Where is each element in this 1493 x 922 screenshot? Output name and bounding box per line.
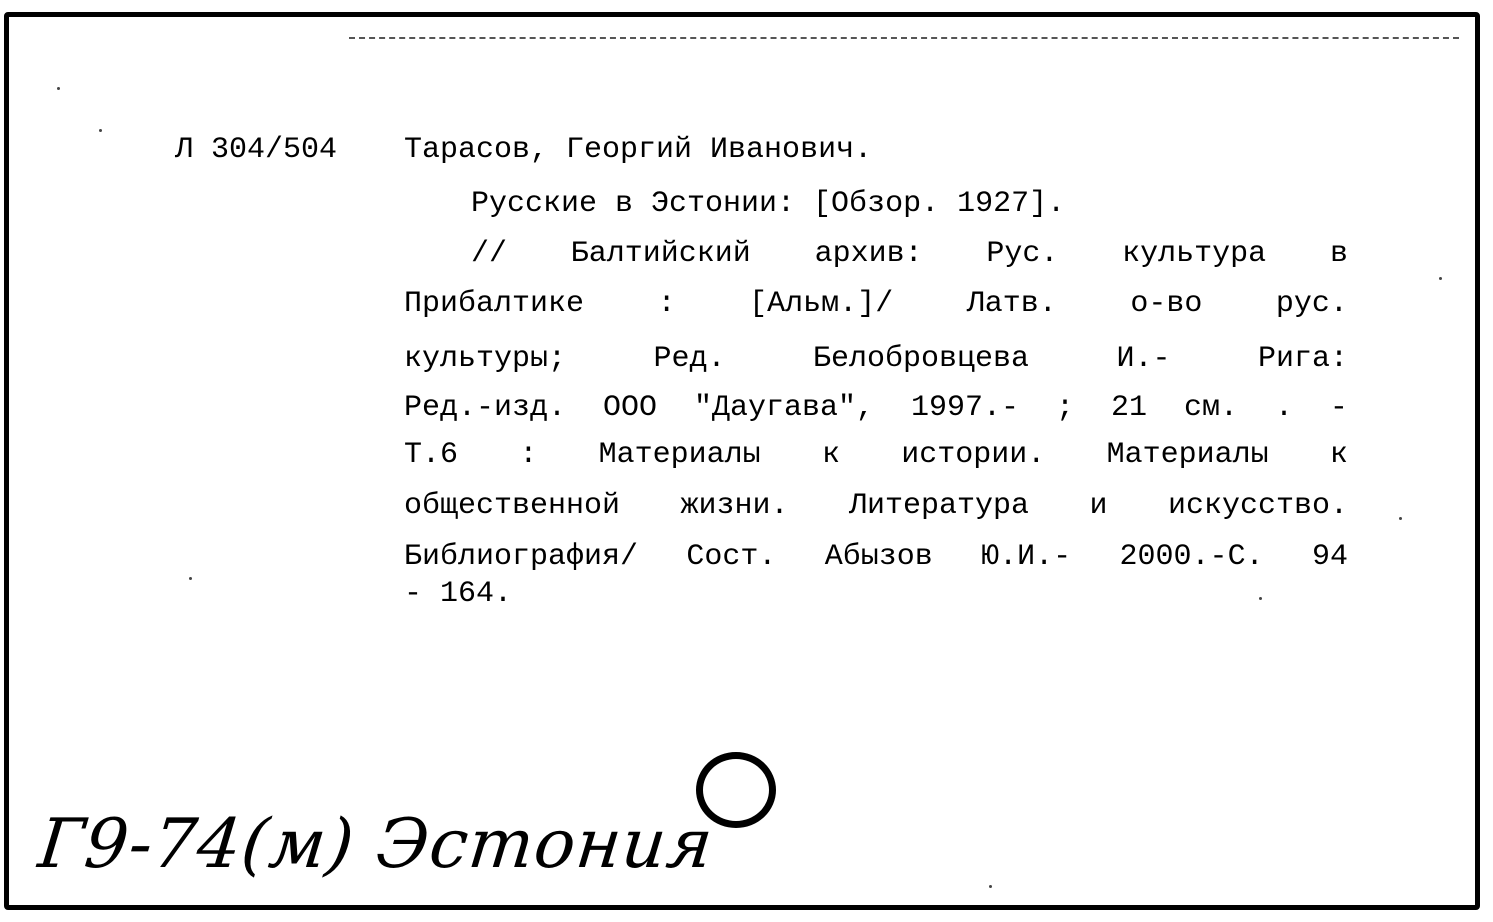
description-word: Сост. bbox=[686, 540, 777, 574]
description-word: Материалы bbox=[598, 438, 761, 472]
description-word: архив: bbox=[814, 237, 923, 271]
top-dashed-rule bbox=[349, 37, 1459, 39]
description-line bbox=[404, 542, 1348, 572]
description-word: культура bbox=[1122, 237, 1267, 271]
description-word: Ред.-изд. bbox=[404, 391, 567, 425]
description-word: Прибалтике bbox=[404, 287, 585, 321]
description-word: ; bbox=[1055, 391, 1074, 425]
description-word: ООО bbox=[603, 391, 658, 425]
description-word: Ю.И.- bbox=[981, 540, 1072, 574]
description-word: жизни. bbox=[680, 489, 789, 523]
description-word: рус. bbox=[1275, 287, 1348, 321]
description-line bbox=[471, 239, 1348, 269]
description-word: и bbox=[1089, 489, 1108, 523]
description-word: И.- bbox=[1116, 342, 1171, 376]
description-word: истории. bbox=[901, 438, 1046, 472]
description-word: 2000.-С. bbox=[1119, 540, 1264, 574]
handwritten-shelf-note: Г9-74(м) Эстония bbox=[34, 805, 718, 884]
description-line bbox=[404, 393, 1348, 423]
description-word: - bbox=[1329, 391, 1348, 425]
description-word: . bbox=[1274, 391, 1293, 425]
speck bbox=[57, 87, 60, 90]
description-word: : bbox=[657, 287, 676, 321]
speck bbox=[1259, 597, 1262, 600]
description-word: общественной bbox=[404, 489, 621, 523]
description-line bbox=[404, 440, 1348, 470]
speck bbox=[99, 129, 102, 132]
description-word: в bbox=[1329, 237, 1348, 271]
description-word: : bbox=[519, 438, 538, 472]
description-word: Белобровцева bbox=[812, 342, 1030, 376]
description-word: 1997.- bbox=[910, 391, 1020, 425]
description-word: Т.6 bbox=[404, 438, 459, 472]
record-title: Русские в Эстонии: [Обзор. 1927]. bbox=[471, 187, 1066, 221]
description-word: 21 bbox=[1110, 391, 1147, 425]
description-word: Ред. bbox=[653, 342, 726, 376]
description-line bbox=[404, 344, 1348, 374]
description-word: Абызов bbox=[824, 540, 933, 574]
author-heading: Тарасов, Георгий Иванович. bbox=[404, 133, 873, 167]
call-number: Л 304/504 bbox=[175, 133, 338, 167]
description-word: Библиография/ bbox=[404, 540, 639, 574]
speck bbox=[189, 577, 192, 580]
description-word: к bbox=[821, 438, 840, 472]
description-word: см. bbox=[1183, 391, 1238, 425]
description-word: к bbox=[1329, 438, 1348, 472]
description-word: Литература bbox=[848, 489, 1030, 523]
description-word: "Даугава", bbox=[693, 391, 875, 425]
description-word: о-во bbox=[1130, 287, 1203, 321]
description-word: искусство. bbox=[1167, 489, 1348, 523]
description-word: Материалы bbox=[1106, 438, 1269, 472]
description-word: // bbox=[471, 237, 508, 271]
description-word: культуры; bbox=[404, 342, 567, 376]
description-word: Балтийский bbox=[570, 237, 751, 271]
description-word: Рус. bbox=[986, 237, 1059, 271]
speck bbox=[1439, 277, 1442, 280]
description-word: 94 bbox=[1311, 540, 1348, 574]
speck bbox=[1399, 517, 1402, 520]
catalog-card bbox=[4, 12, 1480, 910]
description-word: [Альм.]/ bbox=[749, 287, 894, 321]
description-word: Рига: bbox=[1257, 342, 1348, 376]
description-word: Латв. bbox=[966, 287, 1057, 321]
description-line bbox=[404, 289, 1348, 319]
description-line bbox=[404, 491, 1348, 521]
description-last-line: - 164. bbox=[404, 577, 513, 611]
speck bbox=[989, 885, 992, 888]
